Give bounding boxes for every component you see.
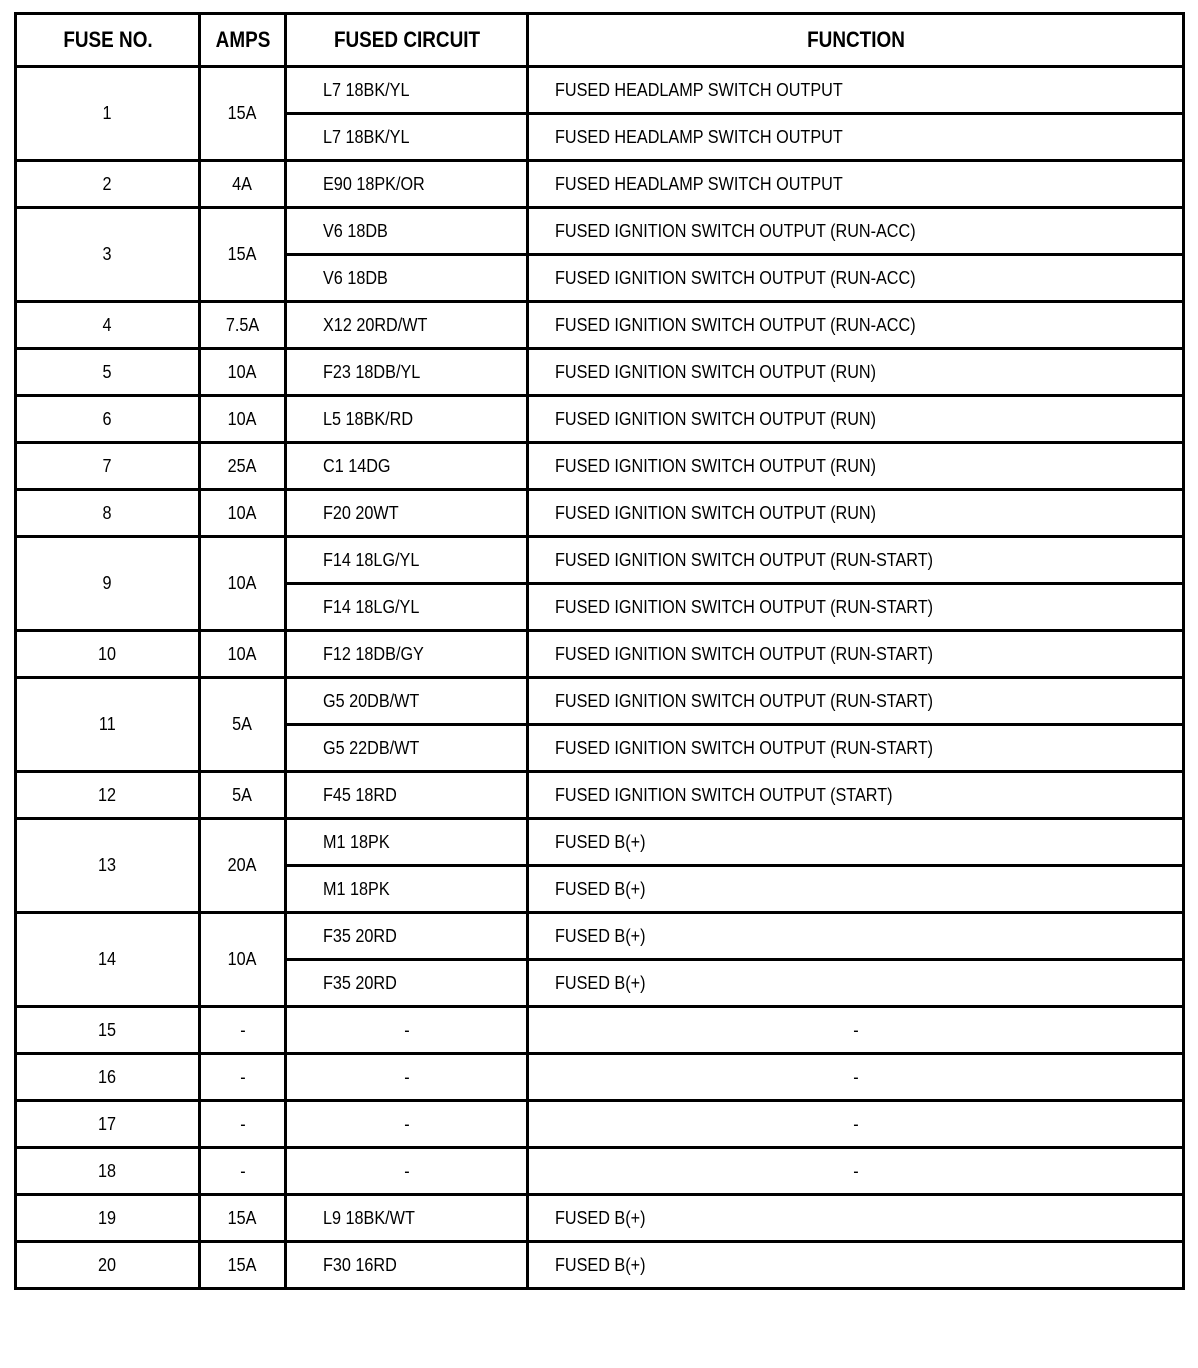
function-cell [528, 396, 1184, 443]
amps-cell [200, 396, 286, 443]
table-row [16, 490, 1184, 537]
table-row [16, 1195, 1184, 1242]
function-cell [528, 960, 1184, 1007]
fused-circuit-cell [286, 1007, 528, 1054]
fused-circuit-value: - [403, 1066, 410, 1087]
function-value: FUSED B(+) [555, 972, 646, 993]
fused-circuit-cell [286, 255, 528, 302]
amps-value: 15A [228, 244, 257, 264]
amps-value: 10A [228, 573, 257, 593]
table-row [16, 1148, 1184, 1195]
function-value: - [852, 1066, 859, 1087]
function-value: - [852, 1019, 859, 1040]
fused-circuit-cell [286, 537, 528, 584]
fused-circuit-value: V6 18DB [323, 267, 388, 288]
table-row [16, 631, 1184, 678]
function-value: FUSED IGNITION SWITCH OUTPUT (RUN) [555, 408, 876, 429]
function-value: FUSED B(+) [555, 925, 646, 946]
fuse-number: 3 [102, 244, 112, 264]
function-value: FUSED HEADLAMP SWITCH OUTPUT [555, 126, 843, 147]
function-value: FUSED IGNITION SWITCH OUTPUT (RUN-START) [555, 737, 933, 758]
fuse-number: 7 [102, 455, 112, 476]
amps-value: 25A [228, 455, 257, 476]
amps-value: 20A [228, 855, 257, 875]
table-row [16, 443, 1184, 490]
fused-circuit-value: E90 18PK/OR [323, 173, 425, 194]
fuse-number-cell [16, 913, 200, 1007]
amps-value: - [239, 1066, 246, 1087]
function-value: FUSED B(+) [555, 1254, 646, 1275]
fused-circuit-value: F14 18LG/YL [323, 596, 420, 617]
amps-value: 5A [232, 714, 253, 734]
function-cell [528, 208, 1184, 255]
fused-circuit-value: F14 18LG/YL [323, 549, 420, 570]
fused-circuit-value: L7 18BK/YL [323, 126, 410, 147]
fuse-number: 10 [98, 643, 117, 664]
function-value: FUSED IGNITION SWITCH OUTPUT (RUN) [555, 502, 876, 523]
amps-value: 15A [228, 1207, 257, 1228]
fused-circuit-cell [286, 960, 528, 1007]
fused-circuit-cell [286, 913, 528, 960]
table-row [16, 161, 1184, 208]
amps-value: 7.5A [225, 314, 260, 335]
fused-circuit-cell [286, 67, 528, 114]
function-value: FUSED IGNITION SWITCH OUTPUT (RUN-START) [555, 596, 933, 617]
fuse-number: 14 [98, 949, 117, 969]
amps-cell [200, 913, 286, 1007]
fused-circuit-value: G5 20DB/WT [323, 690, 420, 711]
amps-value: 15A [228, 1254, 257, 1275]
amps-value: - [239, 1113, 246, 1134]
fused-circuit-value: - [403, 1160, 410, 1181]
fuse-number: 15 [98, 1019, 117, 1040]
function-value: - [852, 1113, 859, 1134]
function-value: FUSED B(+) [555, 878, 646, 899]
amps-cell [200, 1101, 286, 1148]
function-cell [528, 584, 1184, 631]
function-cell [528, 302, 1184, 349]
fused-circuit-value: M1 18PK [323, 831, 390, 852]
fuse-number-cell [16, 1242, 200, 1289]
fused-circuit-cell [286, 866, 528, 913]
fuse-number: 4 [102, 314, 112, 335]
amps-value: 15A [228, 103, 257, 123]
fuse-number: 8 [102, 502, 112, 523]
fused-circuit-cell [286, 114, 528, 161]
amps-cell [200, 67, 286, 161]
fuse-number: 12 [98, 784, 117, 805]
function-cell [528, 1007, 1184, 1054]
fused-circuit-cell [286, 631, 528, 678]
fused-circuit-value: G5 22DB/WT [323, 737, 420, 758]
fuse-number: 18 [98, 1160, 117, 1181]
function-cell [528, 819, 1184, 866]
fuse-number: 19 [98, 1207, 117, 1228]
header-amps: AMPS [206, 14, 280, 67]
header-fuse-no: FUSE NO. [28, 14, 186, 67]
function-value: FUSED IGNITION SWITCH OUTPUT (RUN-ACC) [555, 267, 916, 288]
amps-cell [200, 772, 286, 819]
function-cell [528, 490, 1184, 537]
function-value: - [852, 1160, 859, 1181]
fuse-number-cell [16, 1148, 200, 1195]
table-row [16, 913, 1184, 960]
fuse-number-cell [16, 678, 200, 772]
table-row [16, 1101, 1184, 1148]
fuse-number-cell [16, 772, 200, 819]
fused-circuit-cell [286, 349, 528, 396]
fused-circuit-cell [286, 1242, 528, 1289]
fused-circuit-value: F23 18DB/YL [323, 361, 421, 382]
function-cell [528, 678, 1184, 725]
table-row [16, 1054, 1184, 1101]
function-value: FUSED IGNITION SWITCH OUTPUT (RUN-ACC) [555, 314, 916, 335]
amps-value: 10A [228, 408, 257, 429]
amps-cell [200, 819, 286, 913]
function-value: FUSED B(+) [555, 831, 646, 852]
fused-circuit-cell [286, 302, 528, 349]
amps-cell [200, 1242, 286, 1289]
table-row [16, 772, 1184, 819]
fuse-number: 11 [99, 714, 116, 734]
function-cell [528, 1242, 1184, 1289]
table-row [16, 1007, 1184, 1054]
amps-value: - [239, 1160, 246, 1181]
function-value: FUSED IGNITION SWITCH OUTPUT (RUN-START) [555, 549, 933, 570]
fused-circuit-value: V6 18DB [323, 220, 388, 241]
fuse-number: 5 [102, 361, 112, 382]
fuse-number-cell [16, 396, 200, 443]
function-cell [528, 443, 1184, 490]
fuse-number-cell [16, 631, 200, 678]
function-value: FUSED B(+) [555, 1207, 646, 1228]
fused-circuit-cell [286, 396, 528, 443]
function-value: FUSED IGNITION SWITCH OUTPUT (RUN-START) [555, 643, 933, 664]
amps-value: 10A [228, 643, 257, 664]
fuse-number: 2 [102, 173, 112, 194]
function-cell [528, 349, 1184, 396]
fuse-number: 20 [98, 1254, 117, 1275]
fuse-number: 6 [102, 408, 112, 429]
fused-circuit-cell [286, 443, 528, 490]
fuse-number-cell [16, 349, 200, 396]
table-row [16, 349, 1184, 396]
function-value: FUSED IGNITION SWITCH OUTPUT (RUN-ACC) [555, 220, 916, 241]
fuse-number: 1 [102, 103, 112, 123]
fused-circuit-cell [286, 725, 528, 772]
fused-circuit-value: L5 18BK/RD [323, 408, 414, 429]
amps-cell [200, 631, 286, 678]
table-row [16, 302, 1184, 349]
fused-circuit-value: X12 20RD/WT [323, 314, 428, 335]
fused-circuit-value: - [403, 1113, 410, 1134]
function-cell [528, 1195, 1184, 1242]
function-cell [528, 114, 1184, 161]
fused-circuit-value: L9 18BK/WT [323, 1207, 415, 1228]
fused-circuit-value: F45 18RD [323, 784, 397, 805]
function-cell [528, 866, 1184, 913]
amps-value: 4A [232, 173, 253, 194]
fused-circuit-value: F12 18DB/GY [323, 643, 424, 664]
fused-circuit-cell [286, 1195, 528, 1242]
function-cell [528, 67, 1184, 114]
amps-value: 10A [228, 949, 257, 969]
fused-circuit-cell [286, 1148, 528, 1195]
function-cell [528, 725, 1184, 772]
fused-circuit-cell [286, 1101, 528, 1148]
fused-circuit-value: - [403, 1019, 410, 1040]
function-cell [528, 631, 1184, 678]
fuse-number-cell [16, 1054, 200, 1101]
amps-cell [200, 1195, 286, 1242]
amps-cell [200, 161, 286, 208]
fuse-number: 13 [98, 855, 117, 875]
fuse-number-cell [16, 1007, 200, 1054]
fuse-number-cell [16, 537, 200, 631]
header-row [16, 14, 1184, 67]
fused-circuit-cell [286, 490, 528, 537]
table-row [16, 208, 1184, 255]
table-row [16, 537, 1184, 584]
fuse-table [14, 12, 1185, 1290]
table-row [16, 1242, 1184, 1289]
fused-circuit-cell [286, 208, 528, 255]
fused-circuit-value: F35 20RD [323, 972, 397, 993]
function-value: FUSED IGNITION SWITCH OUTPUT (START) [555, 784, 893, 805]
fuse-number-cell [16, 490, 200, 537]
fuse-number-cell [16, 302, 200, 349]
function-value: FUSED IGNITION SWITCH OUTPUT (RUN-START) [555, 690, 933, 711]
function-cell [528, 1054, 1184, 1101]
function-cell [528, 537, 1184, 584]
header-fused-circuit: FUSED CIRCUIT [302, 14, 510, 67]
function-value: FUSED HEADLAMP SWITCH OUTPUT [555, 173, 843, 194]
fused-circuit-value: M1 18PK [323, 878, 390, 899]
header-function: FUNCTION [573, 14, 1137, 67]
amps-cell [200, 302, 286, 349]
fuse-number-cell [16, 819, 200, 913]
amps-cell [200, 349, 286, 396]
function-cell [528, 161, 1184, 208]
fused-circuit-value: C1 14DG [323, 455, 391, 476]
fused-circuit-cell [286, 161, 528, 208]
fuse-number-cell [16, 67, 200, 161]
amps-cell [200, 443, 286, 490]
amps-value: 10A [228, 361, 257, 382]
amps-cell [200, 1054, 286, 1101]
fuse-number-cell [16, 1101, 200, 1148]
fused-circuit-value: F20 20WT [323, 502, 399, 523]
fused-circuit-cell [286, 819, 528, 866]
table-row [16, 396, 1184, 443]
amps-cell [200, 490, 286, 537]
function-cell [528, 255, 1184, 302]
function-cell [528, 1148, 1184, 1195]
fused-circuit-cell [286, 584, 528, 631]
fused-circuit-value: F35 20RD [323, 925, 397, 946]
fused-circuit-value: L7 18BK/YL [323, 79, 410, 100]
fuse-number: 17 [98, 1113, 117, 1134]
table-row [16, 678, 1184, 725]
amps-cell [200, 208, 286, 302]
amps-cell [200, 1007, 286, 1054]
amps-cell [200, 678, 286, 772]
fused-circuit-value: F30 16RD [323, 1254, 397, 1275]
amps-value: - [239, 1019, 246, 1040]
function-cell [528, 1101, 1184, 1148]
fuse-number-cell [16, 443, 200, 490]
amps-cell [200, 537, 286, 631]
table-row [16, 819, 1184, 866]
fuse-number: 9 [102, 573, 112, 593]
fuse-number-cell [16, 1195, 200, 1242]
table-row [16, 67, 1184, 114]
function-cell [528, 913, 1184, 960]
fuse-table-body [16, 67, 1184, 1289]
amps-value: 5A [232, 784, 253, 805]
amps-cell [200, 1148, 286, 1195]
function-cell [528, 772, 1184, 819]
fuse-number-cell [16, 208, 200, 302]
fuse-number: 16 [98, 1066, 117, 1087]
fused-circuit-cell [286, 1054, 528, 1101]
fused-circuit-cell [286, 772, 528, 819]
fuse-number-cell [16, 161, 200, 208]
function-value: FUSED IGNITION SWITCH OUTPUT (RUN) [555, 455, 876, 476]
fused-circuit-cell [286, 678, 528, 725]
function-value: FUSED HEADLAMP SWITCH OUTPUT [555, 79, 843, 100]
amps-value: 10A [228, 502, 257, 523]
function-value: FUSED IGNITION SWITCH OUTPUT (RUN) [555, 361, 876, 382]
